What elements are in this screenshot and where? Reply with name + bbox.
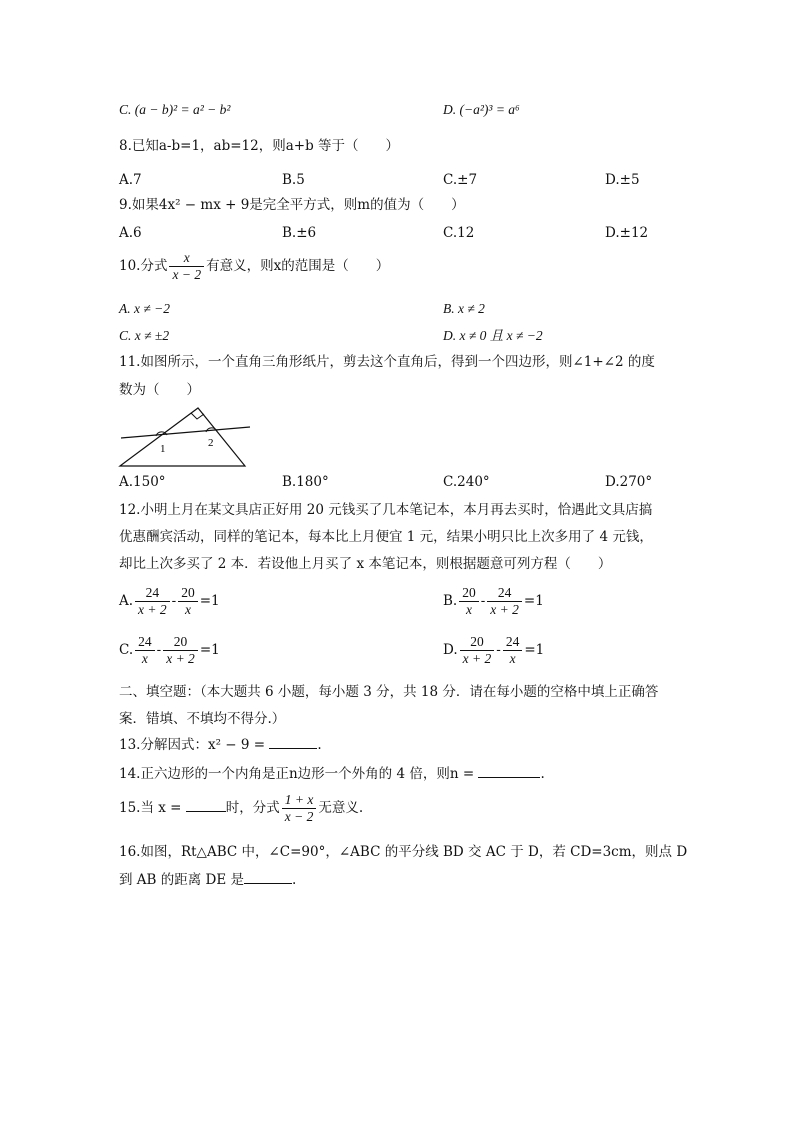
q12-a-frac1 xyxy=(135,585,170,618)
q12-c-frac2 xyxy=(163,634,198,667)
q14-end: . xyxy=(540,766,545,782)
q10-fraction xyxy=(169,250,204,283)
q10-prefix: 10.分式 xyxy=(119,258,168,274)
q9-option-a: A.6 xyxy=(119,225,142,241)
q12-d-den2: x xyxy=(509,651,516,666)
q12-d-num1: 20 xyxy=(460,634,495,651)
q12-d-num2: 24 xyxy=(503,634,523,651)
q12-option-a-label: A. xyxy=(119,593,134,609)
q12-option-d-label: D. xyxy=(443,642,458,658)
section2-heading-line2: 案．错填、不填均不得分.） xyxy=(119,711,286,727)
q12-d-frac2 xyxy=(503,634,523,667)
q10-num: x xyxy=(169,250,204,267)
q9-stem: 9.如果4x² − mx + 9是完全平方式，则m的值为（ ） xyxy=(119,197,465,213)
q8-stem: 8.已知a-b=1，ab=12，则a+b 等于（ ） xyxy=(119,138,400,154)
q10-option-a: A. x ≠ −2 xyxy=(119,301,171,316)
q12-option-b xyxy=(443,585,544,618)
q16-line1: 16.如图，Rt△ABC 中，∠C=90°，∠ABC 的平分线 BD 交 AC 于 D，若 CD=3cm，则点 D xyxy=(119,844,688,860)
q12-c-num1: 24 xyxy=(135,634,155,651)
q12-stem-line1: 12.小明上月在某文具店正好用 20 元钱买了几本笔记本，本月再去买时，恰遇此文具店搞 xyxy=(119,502,653,518)
q10-option-b: B. x ≠ 2 xyxy=(443,301,485,316)
q11-option-b: B.180° xyxy=(282,474,329,490)
q15-prefix: 15.当 x = xyxy=(119,800,182,816)
q9-option-d: D.±12 xyxy=(605,225,649,241)
q12-a-num1: 24 xyxy=(135,585,170,602)
q10-den: x − 2 xyxy=(172,267,202,282)
section2-heading-line1: 二、填空题：（本大题共 6 小题，每小题 3 分，共 18 分．请在每小题的空格中填上正确答 xyxy=(119,684,659,700)
q12-c-rest: =1 xyxy=(199,642,220,658)
q12-option-d xyxy=(443,634,544,667)
q15-answer-blank[interactable] xyxy=(186,799,226,812)
q12-a-num2: 20 xyxy=(178,585,198,602)
q12-b-den1: x xyxy=(465,602,472,617)
q12-c-minus: - xyxy=(156,642,162,658)
q12-c-num2: 20 xyxy=(163,634,198,651)
q15-num: 1 + x xyxy=(282,792,317,809)
q16-line2 xyxy=(119,871,296,889)
q13-answer-blank[interactable] xyxy=(269,736,317,749)
q14 xyxy=(119,765,545,783)
q12-a-den2: x xyxy=(184,602,191,617)
q12-b-den2: x + 2 xyxy=(490,602,519,617)
q11-option-c: C.240° xyxy=(443,474,490,490)
q16-text: 到 AB 的距离 DE 是 xyxy=(119,872,245,888)
q12-b-num2: 24 xyxy=(487,585,522,602)
q7-option-d: D. (−a²)³ = a⁶ xyxy=(443,102,520,117)
q12-b-frac1 xyxy=(459,585,479,618)
q12-stem-line3: 却比上次多买了 2 本．若设他上月买了 x 本笔记本，则根据题意可列方程（ ） xyxy=(119,556,612,572)
q11-angle-label-2: 2 xyxy=(208,437,214,449)
q12-b-num1: 20 xyxy=(459,585,479,602)
q16-end: . xyxy=(292,872,297,888)
q12-d-den1: x + 2 xyxy=(462,651,492,666)
q12-a-rest: =1 xyxy=(199,593,220,609)
q12-d-minus: - xyxy=(496,642,501,658)
q12-option-b-label: B. xyxy=(443,593,458,609)
q15-mid: 时，分式 xyxy=(225,800,280,816)
q8-option-a: A.7 xyxy=(119,172,142,188)
q10-stem xyxy=(119,250,389,283)
q14-answer-blank[interactable] xyxy=(478,765,540,778)
q12-option-c-label: C. xyxy=(119,642,134,658)
q8-option-c: C.±7 xyxy=(443,172,478,188)
q11-option-a: A.150° xyxy=(119,474,166,490)
q11-stem-line1: 11.如图所示，一个直角三角形纸片，剪去这个直角后，得到一个四边形，则∠1+∠2 的度 xyxy=(119,354,655,370)
q15-fraction xyxy=(282,792,317,825)
q15-den: x − 2 xyxy=(284,809,314,824)
q10-option-c: C. x ≠ ±2 xyxy=(119,328,170,343)
q12-a-den1: x + 2 xyxy=(138,602,167,617)
q13 xyxy=(119,736,322,754)
q12-b-rest: =1 xyxy=(523,593,544,609)
q13-text: 13.分解因式：x² − 9 = xyxy=(119,737,266,753)
q13-end: . xyxy=(317,737,322,753)
q11-angle-label-1: 1 xyxy=(160,443,166,455)
q12-d-frac1 xyxy=(460,634,495,667)
q12-option-c xyxy=(119,634,220,667)
q15-suffix: 无意义. xyxy=(318,800,364,816)
q10-option-d: D. x ≠ 0 且 x ≠ −2 xyxy=(443,328,543,343)
q12-option-a xyxy=(119,585,220,618)
q12-b-frac2 xyxy=(487,585,522,618)
q7-option-c: C. (a − b)² = a² − b² xyxy=(119,102,231,117)
q9-option-c: C.12 xyxy=(443,225,475,241)
q10-suffix: 有意义，则x的范围是（ ） xyxy=(206,258,390,274)
q12-c-den1: x xyxy=(141,651,148,666)
q12-a-minus: - xyxy=(171,593,177,609)
q12-a-frac2 xyxy=(178,585,198,618)
q12-c-den2: x + 2 xyxy=(166,651,195,666)
q14-text: 14.正六边形的一个内角是正n边形一个外角的 4 倍，则n = xyxy=(119,766,475,782)
q11-triangle-figure xyxy=(115,402,255,470)
q12-b-minus: - xyxy=(480,593,486,609)
q15 xyxy=(119,792,363,825)
q12-d-rest: =1 xyxy=(524,642,545,658)
q16-answer-blank[interactable] xyxy=(244,871,292,884)
q9-option-b: B.±6 xyxy=(282,225,317,241)
q12-stem-line2: 优惠酬宾活动，同样的笔记本，每本比上月便宜 1 元，结果小明只比上次多用了 4 元钱， xyxy=(119,529,653,545)
q8-option-b: B.5 xyxy=(282,172,305,188)
q8-option-d: D.±5 xyxy=(605,172,640,188)
q11-option-d: D.270° xyxy=(605,474,653,490)
q12-c-frac1 xyxy=(135,634,155,667)
q11-stem-line2: 数为（ ） xyxy=(119,382,200,398)
